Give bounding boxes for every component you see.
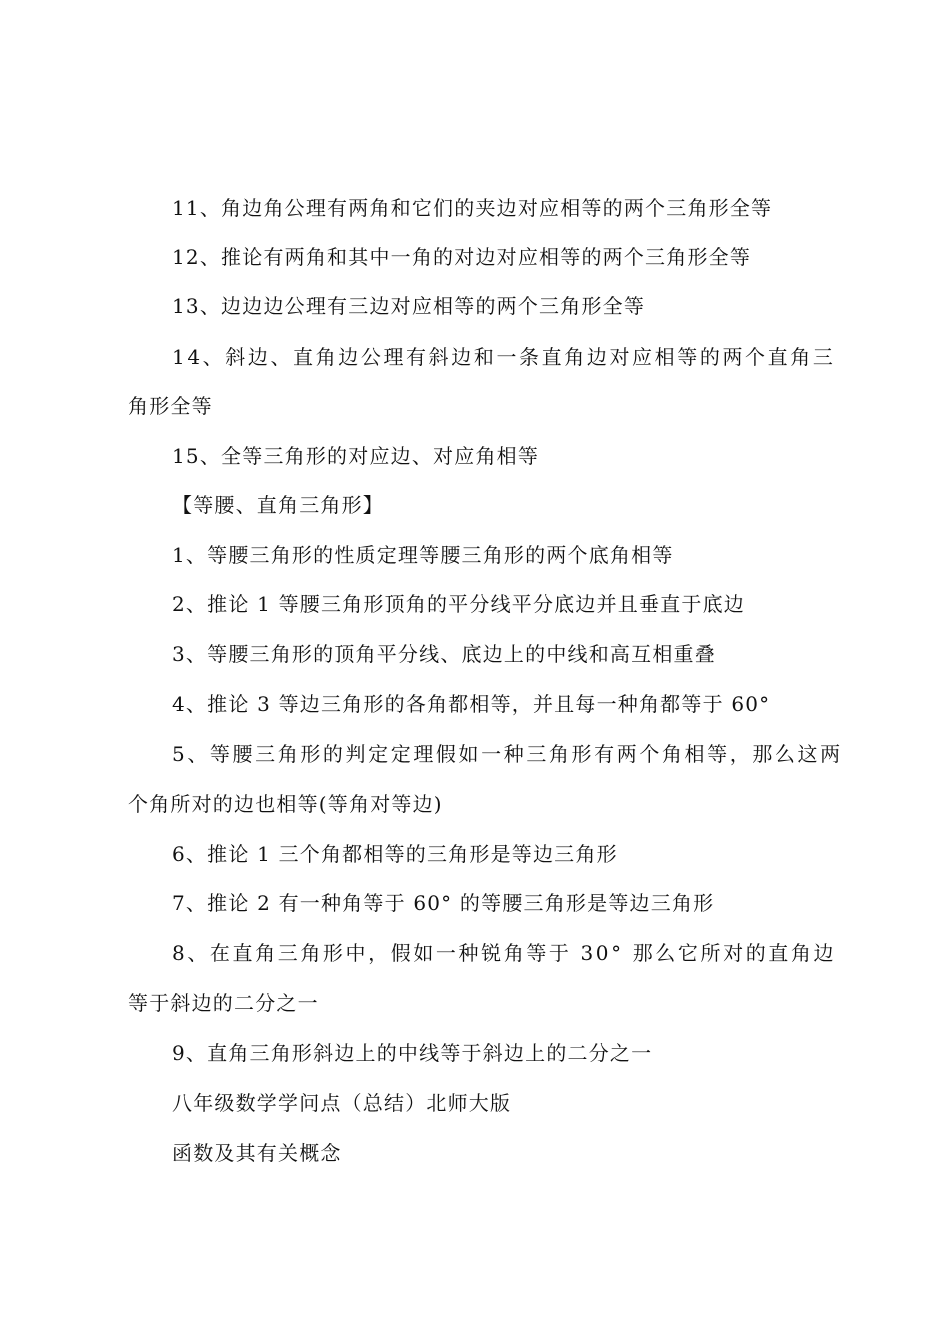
text-line-6: 6、推论 1 三个角都相等的三角形是等边三角形 (172, 842, 618, 866)
text-line-9: 9、直角三角形斜边上的中线等于斜边上的二分之一 (172, 1041, 653, 1065)
text-line-7: 7、推论 2 有一种角等于 60° 的等腰三角形是等边三角形 (172, 891, 715, 915)
text-line-2: 2、推论 1 等腰三角形顶角的平分线平分底边并且垂直于底边 (172, 592, 745, 616)
text-line-1: 1、等腰三角形的性质定理等腰三角形的两个底角相等 (172, 543, 674, 567)
text-line-14-cont: 角形全等 (128, 394, 213, 418)
text-line-5-cont: 个角所对的边也相等(等角对等边) (128, 792, 443, 816)
chapter-title: 八年级数学学问点（总结）北师大版 (172, 1091, 512, 1115)
section-heading: 【等腰、直角三角形】 (172, 493, 384, 517)
text-line-14: 14、斜边、直角边公理有斜边和一条直角边对应相等的两个直角三 (172, 345, 836, 369)
text-line-5: 5、等腰三角形的判定定理假如一种三角形有两个角相等，那么这两 (172, 742, 843, 766)
text-line-13: 13、边边边公理有三边对应相等的两个三角形全等 (172, 294, 646, 318)
text-line-3: 3、等腰三角形的顶角平分线、底边上的中线和高互相重叠 (172, 642, 716, 666)
text-line-8: 8、在直角三角形中，假如一种锐角等于 30° 那么它所对的直角边 (172, 941, 837, 965)
text-line-15: 15、全等三角形的对应边、对应角相等 (172, 444, 540, 468)
text-line-12: 12、推论有两角和其中一角的对边对应相等的两个三角形全等 (172, 245, 752, 269)
text-line-8-cont: 等于斜边的二分之一 (128, 991, 319, 1015)
text-line-4: 4、推论 3 等边三角形的各角都相等，并且每一种角都等于 60° (172, 692, 771, 716)
text-line-11: 11、角边角公理有两角和它们的夹边对应相等的两个三角形全等 (172, 196, 773, 220)
subsection-title: 函数及其有关概念 (172, 1141, 342, 1165)
